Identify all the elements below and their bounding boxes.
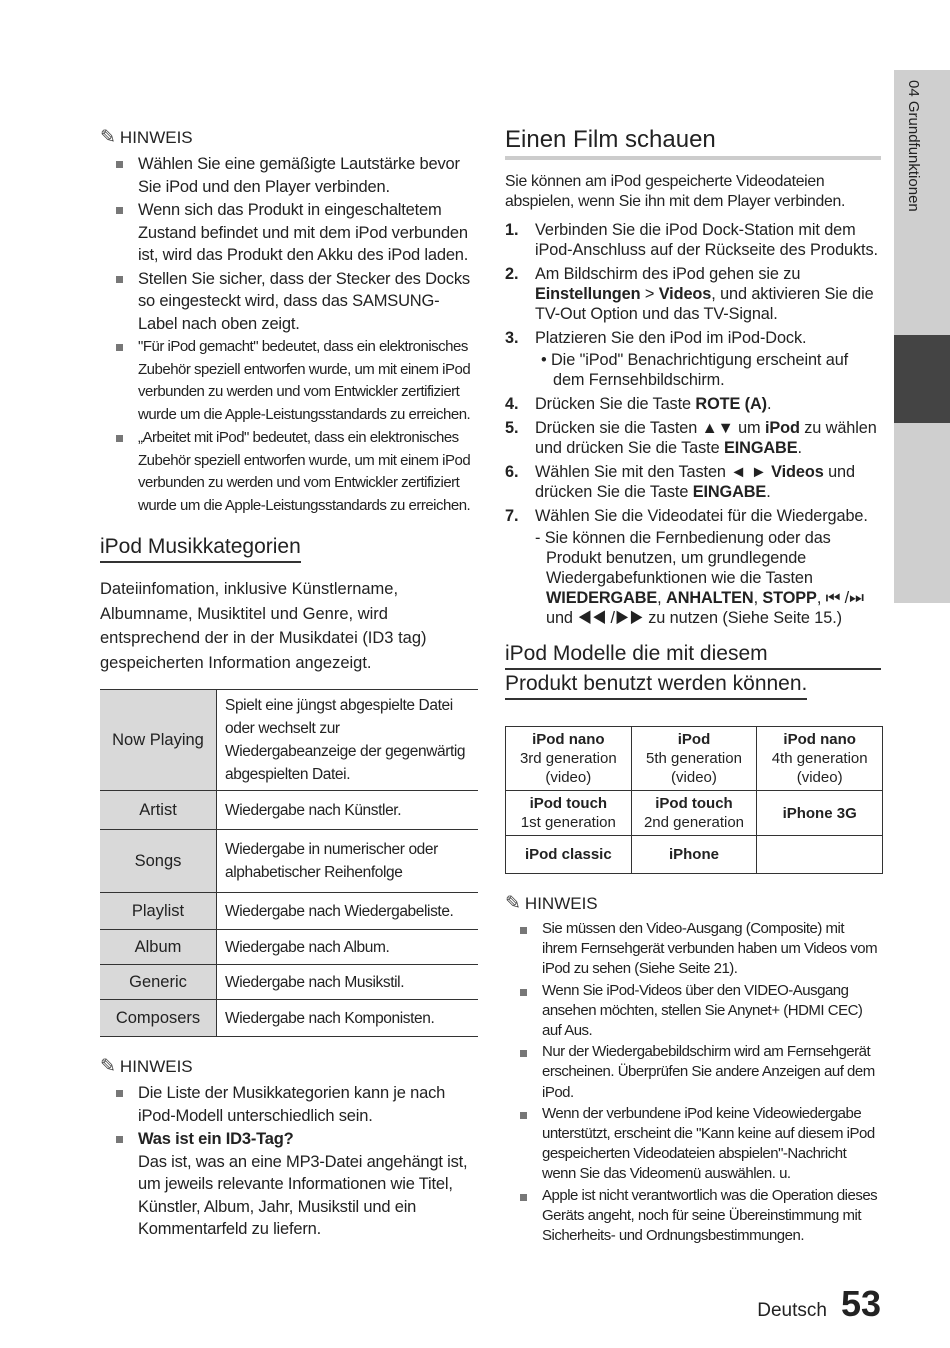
category-value: Wiedergabe nach Künstler. bbox=[217, 791, 479, 830]
model-cell: iPod touch 1st generation bbox=[506, 791, 632, 836]
music-intro: Dateiinfomation, inklusive Künstlername, Albumname, Musiktitel und Genre, wird entsprechend der in der Musikdatei (ID3 tag) gespeicherten Information angezeigt. bbox=[100, 580, 427, 672]
model-cell: iPod classic bbox=[506, 836, 632, 874]
table-row bbox=[506, 791, 883, 836]
pencil-icon: ✎ bbox=[100, 1056, 116, 1077]
step-item: 3. Platzieren Sie den iPod im iPod-Dock. • Die "iPod" Benachrichtigung erscheint auf dem Fernsehbildschirm. bbox=[505, 328, 881, 390]
model-cell: iPod 5th generation (video) bbox=[631, 727, 757, 791]
category-value: Wiedergabe nach Komponisten. bbox=[217, 1000, 479, 1037]
category-key: Album bbox=[100, 930, 217, 965]
category-value: Wiedergabe nach Album. bbox=[217, 930, 479, 965]
note-item bbox=[138, 1128, 478, 1241]
page-number: 53 bbox=[840, 1283, 881, 1324]
category-table bbox=[100, 689, 478, 1037]
note-heading: ✎ HINWEIS bbox=[505, 893, 598, 914]
step-sub: • Die "iPod" Benachrichtigung erscheint auf dem Fernsehbildschirm. bbox=[541, 351, 849, 389]
category-value: Wiedergabe nach Musikstil. bbox=[217, 965, 479, 1000]
side-tab-label: 04 Grundfunktionen bbox=[905, 80, 922, 212]
model-cell: iPod nano 3rd generation (video) bbox=[506, 727, 632, 791]
note-item: Nur der Wiedergabebildschirm wird am Fernsehgerät erscheinen. Überprüfen Sie andere Anzeigen auf dem iPod. bbox=[542, 1042, 881, 1103]
model-cell: iPod touch 2nd generation bbox=[631, 791, 757, 836]
note-item: "Für iPod gemacht" bedeutet, dass ein elektronisches Zubehör speziell entworfen wurde, um mit einem iPod verbunden zu werden und vom Entwickler zertifiziert wurde um die Apple-Leistungsstandards zu erreichen. bbox=[138, 336, 478, 426]
note-item: Wählen Sie eine gemäßigte Lautstärke bevor Sie iPod und den Player verbinden. bbox=[138, 153, 478, 198]
page-footer bbox=[757, 1283, 881, 1325]
note-item: Wenn sich das Produkt in eingeschaltetem Zustand befindet und mit dem iPod verbunden ist, wird das Produkt den Akku des iPod laden. bbox=[138, 199, 478, 267]
category-key: Songs bbox=[100, 830, 217, 893]
model-cell: iPhone 3G bbox=[757, 791, 883, 836]
note-heading: ✎ HINWEIS bbox=[100, 127, 193, 148]
section-heading-models: iPod Modelle die mit diesem Produkt benutzt werden können. bbox=[505, 640, 881, 700]
pencil-icon: ✎ bbox=[100, 127, 116, 148]
table-row bbox=[100, 930, 478, 965]
note-item-title: Was ist ein ID3-Tag? bbox=[138, 1130, 294, 1148]
right-column bbox=[505, 126, 881, 1247]
table-row bbox=[506, 727, 883, 791]
table-row bbox=[100, 1000, 478, 1037]
category-key: Playlist bbox=[100, 893, 217, 930]
table-row bbox=[100, 830, 478, 893]
table-row bbox=[100, 791, 478, 830]
step-item: 5. Drücken sie die Tasten ▲▼ um iPod zu wählen und drücken Sie die Taste EINGABE. bbox=[505, 419, 877, 457]
note-item-body: Das ist, was an eine MP3-Datei angehängt ist, um jeweils relevante Informationen wie Titel, Künstler, Album, Jahr, Musikstil und ein Kommentarfeld zu liefern. bbox=[138, 1152, 468, 1238]
step-item: 1. Verbinden Sie die iPod Dock-Station mit dem iPod-Anschluss auf der Rückseite des Produkts. bbox=[505, 221, 878, 259]
steps-list bbox=[505, 220, 881, 628]
models-table bbox=[505, 726, 883, 874]
page-title: Einen Film schauen bbox=[505, 126, 881, 160]
left-column bbox=[100, 126, 478, 1242]
footer-language: Deutsch bbox=[757, 1300, 827, 1321]
note-list-small bbox=[100, 336, 478, 517]
category-value: Spielt eine jüngst abgespielte Datei oder wechselt zur Wiedergabeanzeige der gegenwärtig abgespielten Datei. bbox=[217, 690, 479, 791]
step-item: 6. Wählen Sie mit den Tasten ◄ ► Videos und drücken Sie die Taste EINGABE. bbox=[505, 463, 855, 501]
step-sub: - Sie können die Fernbedienung oder das Produkt benutzen, um grundlegende Wiedergabefunktionen wie die Tasten WIEDERGABE, ANHALTEN, STOPP, ⏮ /⏭ und ◀◀ /▶▶ zu nutzen (Siehe Seite 15.) bbox=[535, 529, 864, 627]
category-key: Artist bbox=[100, 791, 217, 830]
model-cell: iPod nano 4th generation (video) bbox=[757, 727, 883, 791]
note-heading: ✎ HINWEIS bbox=[100, 1056, 193, 1077]
category-key: Now Playing bbox=[100, 690, 217, 791]
note-item: Wenn Sie iPod-Videos über den VIDEO-Ausgang ansehen möchten, stellen Sie Anynet+ (HDMI CEC) auf Aus. bbox=[542, 981, 881, 1042]
note-item: Wenn der verbundene iPod keine Videowiedergabe unterstützt, erscheint die "Kann keine auf diesem iPod gespeicherten Videodateien abspielen"-Nachricht wenn Sie das Videomenü auswählen. u. bbox=[542, 1104, 881, 1185]
model-cell: iPhone bbox=[631, 836, 757, 874]
category-value: Wiedergabe in numerischer oder alphabetischer Reihenfolge bbox=[217, 830, 479, 893]
note-list bbox=[100, 153, 478, 335]
side-tab-marker bbox=[894, 335, 950, 423]
note-item: „Arbeitet mit iPod" bedeutet, dass ein elektronisches Zubehör speziell entworfen wurde, um mit einem iPod verbunden zu werden und vom Entwickler zertifiziert wurde um die Apple-Leistungsstandards zu erreichen. bbox=[138, 427, 478, 517]
movie-intro: Sie können am iPod gespeicherte Videodateien abspielen, wenn Sie ihn mit dem Player verbinden. bbox=[505, 173, 846, 210]
table-row bbox=[100, 893, 478, 930]
table-row bbox=[100, 690, 478, 791]
note-list bbox=[505, 919, 881, 1246]
step-item: 7. Wählen Sie die Videodatei für die Wiedergabe. - Sie können die Fernbedienung oder das Produkt benutzen, um grundlegende Wiedergabefunktionen wie die Tasten WIEDERGABE, ANHALTEN, STOPP, ⏮ /⏭ und ◀◀ /▶▶ zu nutzen (Siehe Seite 15.) bbox=[505, 506, 881, 628]
note-item: Die Liste der Musikkategorien kann je nach iPod-Modell unterschiedlich sein. bbox=[138, 1082, 478, 1127]
note-item: Stellen Sie sicher, dass der Stecker des Docks so eingesteckt wird, dass das SAMSUNG-Label nach oben zeigt. bbox=[138, 268, 478, 336]
pencil-icon: ✎ bbox=[505, 893, 521, 914]
category-key: Generic bbox=[100, 965, 217, 1000]
table-row bbox=[506, 836, 883, 874]
step-item: 4. Drücken Sie die Taste ROTE (A). bbox=[505, 395, 772, 413]
section-heading-music: iPod Musikkategorien bbox=[100, 535, 301, 563]
note-list bbox=[100, 1082, 478, 1241]
model-cell-empty bbox=[757, 836, 883, 874]
category-key: Composers bbox=[100, 1000, 217, 1037]
note-item: Sie müssen den Video-Ausgang (Composite) mit ihrem Fernsehgerät verbunden haben um Videos vom iPod zu sehen (Siehe Seite 21). bbox=[542, 919, 881, 980]
note-item: Apple ist nicht verantwortlich was die Operation dieses Geräts angeht, noch für seine Übereinstimmung mit Sicherheits- und Ordnungsbestimmungen. bbox=[542, 1186, 881, 1247]
category-value: Wiedergabe nach Wiedergabeliste. bbox=[217, 893, 479, 930]
step-item: 2. Am Bildschirm des iPod gehen sie zu Einstellungen > Videos, und aktivieren Sie die TV-Out Option und das TV-Signal. bbox=[505, 265, 874, 323]
table-row bbox=[100, 965, 478, 1000]
